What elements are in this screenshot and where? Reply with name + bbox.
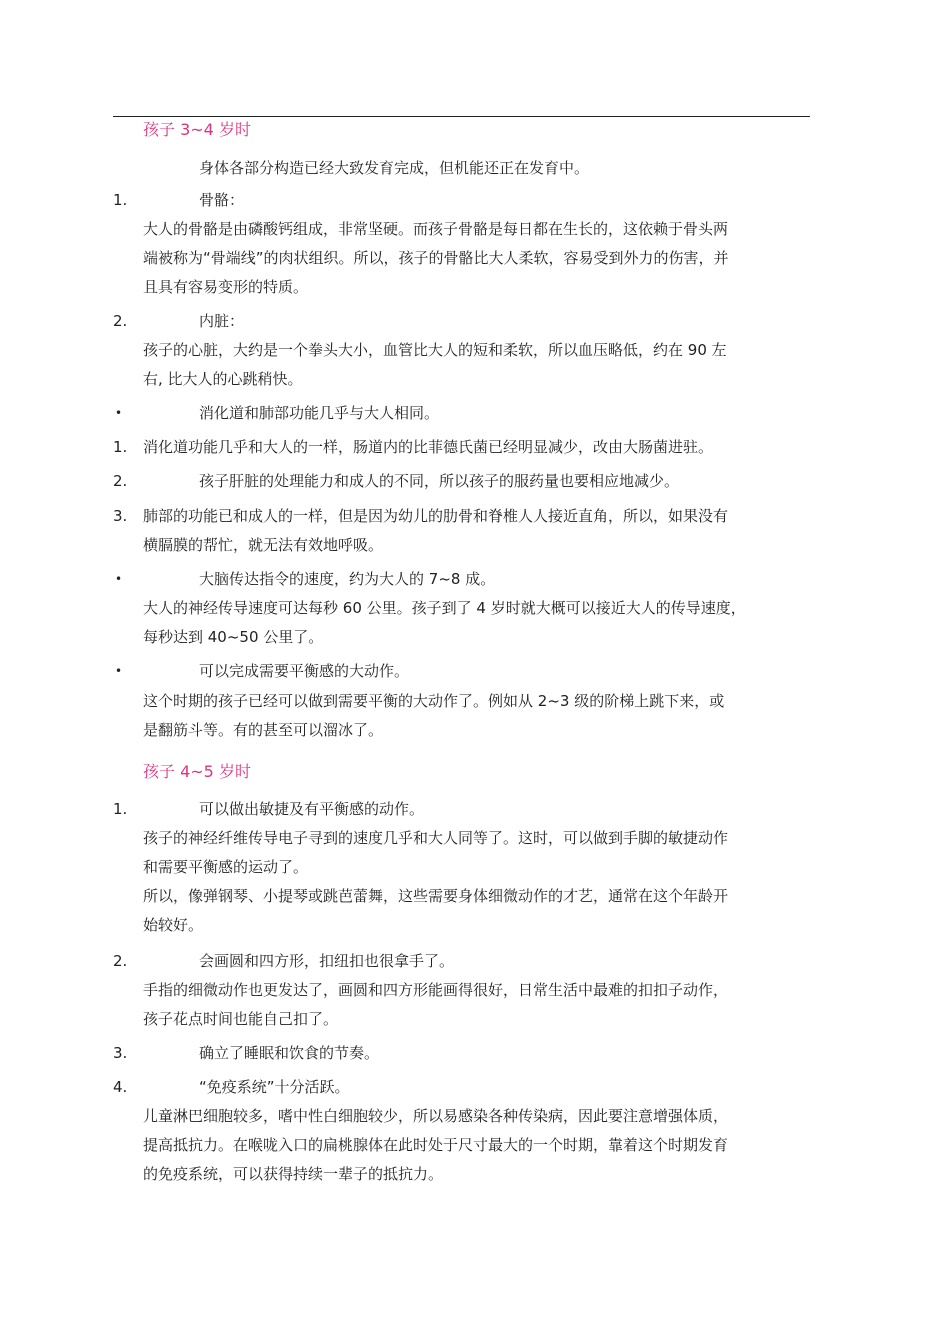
paragraph-line: 孩子花点时间也能自己扣了。 [143, 1010, 339, 1028]
paragraph-line: 这个时期的孩子已经可以做到需要平衡的大动作了。例如从 2~3 级的阶梯上跳下来，或 [143, 692, 725, 710]
item-heading-immune: “免疫系统”十分活跃。 [199, 1078, 350, 1096]
paragraph-line: 和需要平衡感的运动了。 [143, 858, 309, 876]
paragraph-line: 端被称为“骨端线”的肉状组织。所以，孩子的骨骼比大人柔软，容易受到外力的伤害，并 [143, 249, 729, 267]
paragraph-line: 儿童淋巴细胞较多，嗜中性白细胞较少，所以易感染各种传染病，因此要注意增强体质， [143, 1107, 729, 1125]
item-heading-organs: 内脏： [199, 312, 245, 330]
paragraph-line: 手指的细微动作也更发达了，画圆和四方形能画得很好，日常生活中最难的扣扣子动作， [143, 981, 729, 999]
section-intro: 身体各部分构造已经大致发育完成，但机能还正在发育中。 [199, 159, 590, 177]
list-marker: 1. [113, 438, 128, 456]
paragraph-line: 的免疫系统，可以获得持续一辈子的抵抗力。 [143, 1165, 444, 1183]
bullet-marker: • [115, 664, 123, 678]
paragraph-line: 所以，像弹钢琴、小提琴或跳芭蕾舞，这些需要身体细微动作的才艺，通常在这个年龄开 [143, 887, 729, 905]
bullet-marker: • [115, 406, 123, 420]
header-rule [113, 116, 810, 117]
paragraph-line: 孩子的神经纤维传导电子寻到的速度几乎和大人同等了。这时，可以做到手脚的敏捷动作 [143, 829, 729, 847]
item-heading-agility: 可以做出敏捷及有平衡感的动作。 [199, 800, 425, 818]
list-marker: 4. [113, 1078, 128, 1096]
list-marker: 2. [113, 312, 128, 330]
item-heading-rhythm: 确立了睡眠和饮食的节奏。 [199, 1044, 380, 1062]
paragraph-line: 大人的骨骼是由磷酸钙组成，非常坚硬。而孩子骨骼是每日都在生长的，这依赖于骨头两 [143, 220, 729, 238]
section-title-3-4: 孩子 3~4 岁时 [143, 120, 251, 139]
paragraph-line: 肺部的功能已和成人的一样，但是因为幼儿的肋骨和脊椎人人接近直角，所以，如果没有 [143, 507, 729, 525]
bullet-heading-digestion: 消化道和肺部功能几乎与大人相同。 [199, 404, 440, 422]
list-marker: 2. [113, 472, 128, 490]
bullet-heading-balance: 可以完成需要平衡感的大动作。 [199, 662, 410, 680]
list-marker: 1. [113, 191, 128, 209]
bullet-marker: • [115, 572, 123, 586]
list-marker: 2. [113, 952, 128, 970]
list-marker: 1. [113, 800, 128, 818]
paragraph-line: 右, 比大人的心跳稍快。 [143, 370, 303, 388]
paragraph-line: 孩子肝脏的处理能力和成人的不同，所以孩子的服药量也要相应地减少。 [199, 472, 680, 490]
paragraph-line: 孩子的心脏，大约是一个拳头大小，血管比大人的短和柔软，所以血压略低，约在 90 左 [143, 341, 727, 359]
item-heading-bones: 骨骼： [199, 191, 245, 209]
paragraph-line: 每秒达到 40~50 公里了。 [143, 628, 324, 646]
paragraph-line: 大人的神经传导速度可达每秒 60 公里。孩子到了 4 岁时就大概可以接近大人的传导速度， [143, 599, 746, 617]
paragraph-line: 消化道功能几乎和大人的一样，肠道内的比菲德氏菌已经明显减少，改由大肠菌进驻。 [143, 438, 714, 456]
item-heading-drawing: 会画圆和四方形，扣纽扣也很拿手了。 [199, 952, 455, 970]
list-marker: 3. [113, 1044, 128, 1062]
list-marker: 3. [113, 507, 128, 525]
bullet-heading-brain: 大脑传达指令的速度，约为大人的 7~8 成。 [199, 570, 496, 588]
paragraph-line: 始较好。 [143, 916, 204, 934]
paragraph-line: 横膈膜的帮忙，就无法有效地呼吸。 [143, 536, 384, 554]
paragraph-line: 提高抵抗力。在喉咙入口的扁桃腺体在此时处于尺寸最大的一个时期，靠着这个时期发育 [143, 1136, 729, 1154]
paragraph-line: 且具有容易变形的特质。 [143, 278, 309, 296]
section-title-4-5: 孩子 4~5 岁时 [143, 762, 251, 781]
paragraph-line: 是翻筋斗等。有的甚至可以溜冰了。 [143, 721, 384, 739]
